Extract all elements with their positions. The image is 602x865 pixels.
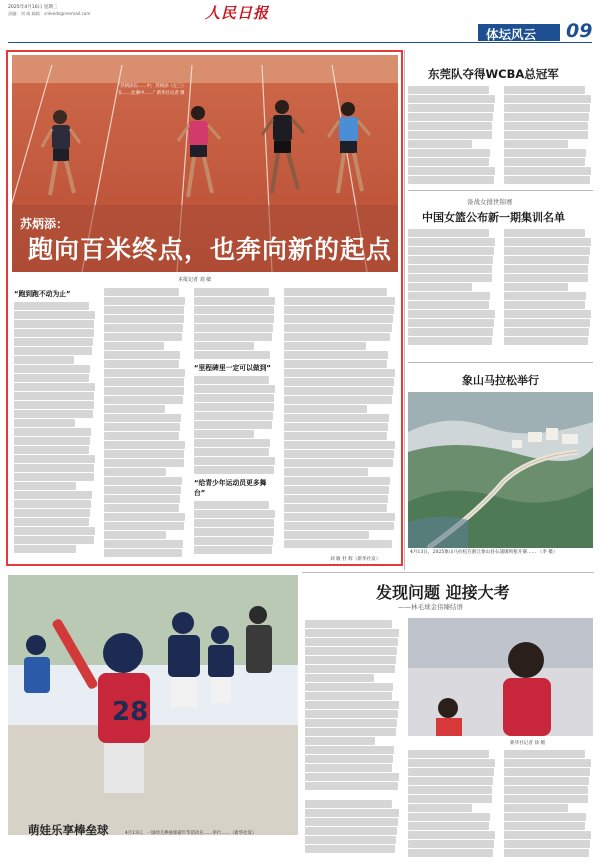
text-line xyxy=(305,800,392,808)
text-line xyxy=(408,310,495,318)
text-line xyxy=(305,755,393,763)
text-line xyxy=(408,822,489,830)
text-line xyxy=(305,692,392,700)
text-line xyxy=(305,836,396,844)
text-line xyxy=(305,620,392,628)
marathon-photo xyxy=(408,392,593,548)
lead-photo-caption: “苏炳添在……中，苏炳添（左三）在……比赛中……” 新华社记者 摄 xyxy=(118,84,187,96)
text-line xyxy=(408,795,492,803)
text-line xyxy=(408,319,494,327)
highlight-frame xyxy=(6,50,403,566)
text-line xyxy=(305,629,399,637)
text-line xyxy=(408,292,490,300)
text-line xyxy=(408,750,489,758)
text-line xyxy=(504,283,568,291)
text-line xyxy=(408,176,494,184)
wcba-column-2 xyxy=(504,86,592,186)
text-line xyxy=(305,773,399,781)
lead-signature: 刘 敏 杜 辉（新华社发） xyxy=(330,557,381,562)
feature-column-4 xyxy=(504,750,592,860)
text-line xyxy=(504,176,590,184)
text-line xyxy=(408,167,495,175)
text-line xyxy=(408,777,493,785)
text-line xyxy=(408,274,492,282)
text-line xyxy=(408,301,489,309)
masthead-date: 2025年4月16日 星期三 xyxy=(8,5,58,10)
text-line xyxy=(408,786,492,794)
text-line xyxy=(504,238,591,246)
text-line xyxy=(504,86,585,94)
body-text xyxy=(305,620,400,790)
lead-byline: 本报记者 刘 敏 xyxy=(178,277,212,283)
feature-column-1 xyxy=(305,620,400,795)
masthead-editor: 责编：刘 威 邮箱：snleeds@renmail.com xyxy=(8,11,91,16)
marathon-caption: 4月13日，2025象山马拉松在浙江象山县石浦镇鸣枪开赛…… （李 摄） xyxy=(410,550,558,555)
lead-subhead-1: “跑到跑不动为止” xyxy=(14,290,71,298)
wcba-column-1 xyxy=(408,86,496,186)
text-line xyxy=(504,131,588,139)
text-line xyxy=(504,122,588,130)
text-line xyxy=(408,158,489,166)
text-line xyxy=(504,158,585,166)
text-line xyxy=(408,131,492,139)
text-line xyxy=(408,140,472,148)
text-line xyxy=(305,683,393,691)
basketball-column-1 xyxy=(408,229,496,349)
text-line xyxy=(504,804,568,812)
feature-subtitle: ——林毛球金伟臻结语 xyxy=(398,603,463,611)
text-line xyxy=(408,328,493,336)
text-line xyxy=(504,140,568,148)
masthead-rule xyxy=(8,42,592,43)
baseball-photo xyxy=(8,575,298,835)
section-divider xyxy=(302,572,594,573)
text-line xyxy=(408,283,472,291)
text-line xyxy=(504,167,591,175)
feature-headline: 发现问题 迎接大考 xyxy=(376,583,510,602)
body-text xyxy=(408,229,496,345)
text-line xyxy=(504,768,590,776)
page-number: 09 xyxy=(566,20,593,42)
text-line xyxy=(408,256,493,264)
text-line xyxy=(305,656,396,664)
lead-headline: 跑向百米终点，也奔向新的起点 xyxy=(28,235,393,264)
text-line xyxy=(504,813,586,821)
section-divider xyxy=(408,362,593,363)
text-line xyxy=(305,782,398,790)
section-divider xyxy=(408,190,593,191)
text-line xyxy=(305,647,397,655)
text-line xyxy=(305,665,395,673)
text-line xyxy=(408,104,494,112)
text-line xyxy=(504,301,585,309)
text-line xyxy=(408,840,494,848)
text-line xyxy=(408,113,493,121)
marathon-headline: 象山马拉松举行 xyxy=(462,374,539,387)
text-line xyxy=(408,122,492,130)
text-line xyxy=(305,827,397,835)
body-text xyxy=(504,86,592,184)
basketball-column-2 xyxy=(504,229,592,349)
body-text xyxy=(504,750,592,857)
text-line xyxy=(305,710,398,718)
text-line xyxy=(408,813,490,821)
text-line xyxy=(408,149,490,157)
text-line xyxy=(305,809,399,817)
text-line xyxy=(305,818,398,826)
text-line xyxy=(305,764,392,772)
text-line xyxy=(504,786,588,794)
text-line xyxy=(504,759,591,767)
text-line xyxy=(408,238,495,246)
text-line xyxy=(504,795,588,803)
text-line xyxy=(408,831,495,839)
feature-photo xyxy=(408,618,593,736)
feature-column-2 xyxy=(305,800,400,860)
text-line xyxy=(305,674,374,682)
text-line xyxy=(305,638,398,646)
text-line xyxy=(504,247,590,255)
text-line xyxy=(408,86,489,94)
column-divider xyxy=(404,50,405,570)
text-line xyxy=(504,274,588,282)
text-line xyxy=(408,768,494,776)
lead-subhead-3: “给青少年运动员更多舞台” xyxy=(194,478,267,497)
text-line xyxy=(408,229,489,237)
text-line xyxy=(504,328,589,336)
newspaper-logo: 人民日报 xyxy=(205,4,270,22)
text-line xyxy=(408,247,494,255)
text-line xyxy=(504,337,588,345)
lead-kicker: 苏炳添： xyxy=(20,217,69,231)
section-name: 体坛风云 xyxy=(486,27,537,42)
lead-subhead-2: “里程碑里一定可以做到” xyxy=(194,363,271,372)
text-line xyxy=(305,701,399,709)
text-line xyxy=(504,113,589,121)
text-line xyxy=(408,95,495,103)
body-text xyxy=(504,229,592,345)
text-line xyxy=(504,822,585,830)
basketball-headline: 中国女篮公布新一期集训名单 xyxy=(422,211,565,224)
text-line xyxy=(504,256,589,264)
body-text xyxy=(408,750,496,857)
svg-text:28: 28 xyxy=(112,697,149,727)
feature-photo-caption: 新华社记者 徐 摄 xyxy=(510,741,546,746)
text-line xyxy=(305,746,394,754)
text-line xyxy=(504,149,586,157)
text-line xyxy=(504,319,590,327)
text-line xyxy=(504,310,591,318)
text-line xyxy=(504,229,585,237)
text-line xyxy=(504,95,591,103)
text-line xyxy=(408,849,493,857)
basketball-kicker: 备战女排世锦赛 xyxy=(467,198,513,206)
text-line xyxy=(305,719,397,727)
text-line xyxy=(504,849,589,857)
baseball-caption: 4月13日，一场幼儿棒垒球嘉年华活动在……举行……（新华社发） xyxy=(125,831,257,836)
text-line xyxy=(408,804,472,812)
text-line xyxy=(408,759,495,767)
body-text xyxy=(305,800,400,853)
text-line xyxy=(408,265,492,273)
text-line xyxy=(305,737,375,745)
feature-column-3 xyxy=(408,750,496,860)
wcba-headline: 东莞队夺得WCBA总冠军 xyxy=(428,67,559,81)
text-line xyxy=(504,292,586,300)
text-line xyxy=(504,750,585,758)
text-line xyxy=(408,337,492,345)
text-line xyxy=(305,845,395,853)
text-line xyxy=(504,265,588,273)
baseball-title: 萌娃乐享棒垒球 xyxy=(28,823,109,837)
text-line xyxy=(504,104,590,112)
body-text xyxy=(408,86,496,184)
text-line xyxy=(305,728,396,736)
text-line xyxy=(504,840,590,848)
text-line xyxy=(504,777,589,785)
text-line xyxy=(504,831,591,839)
